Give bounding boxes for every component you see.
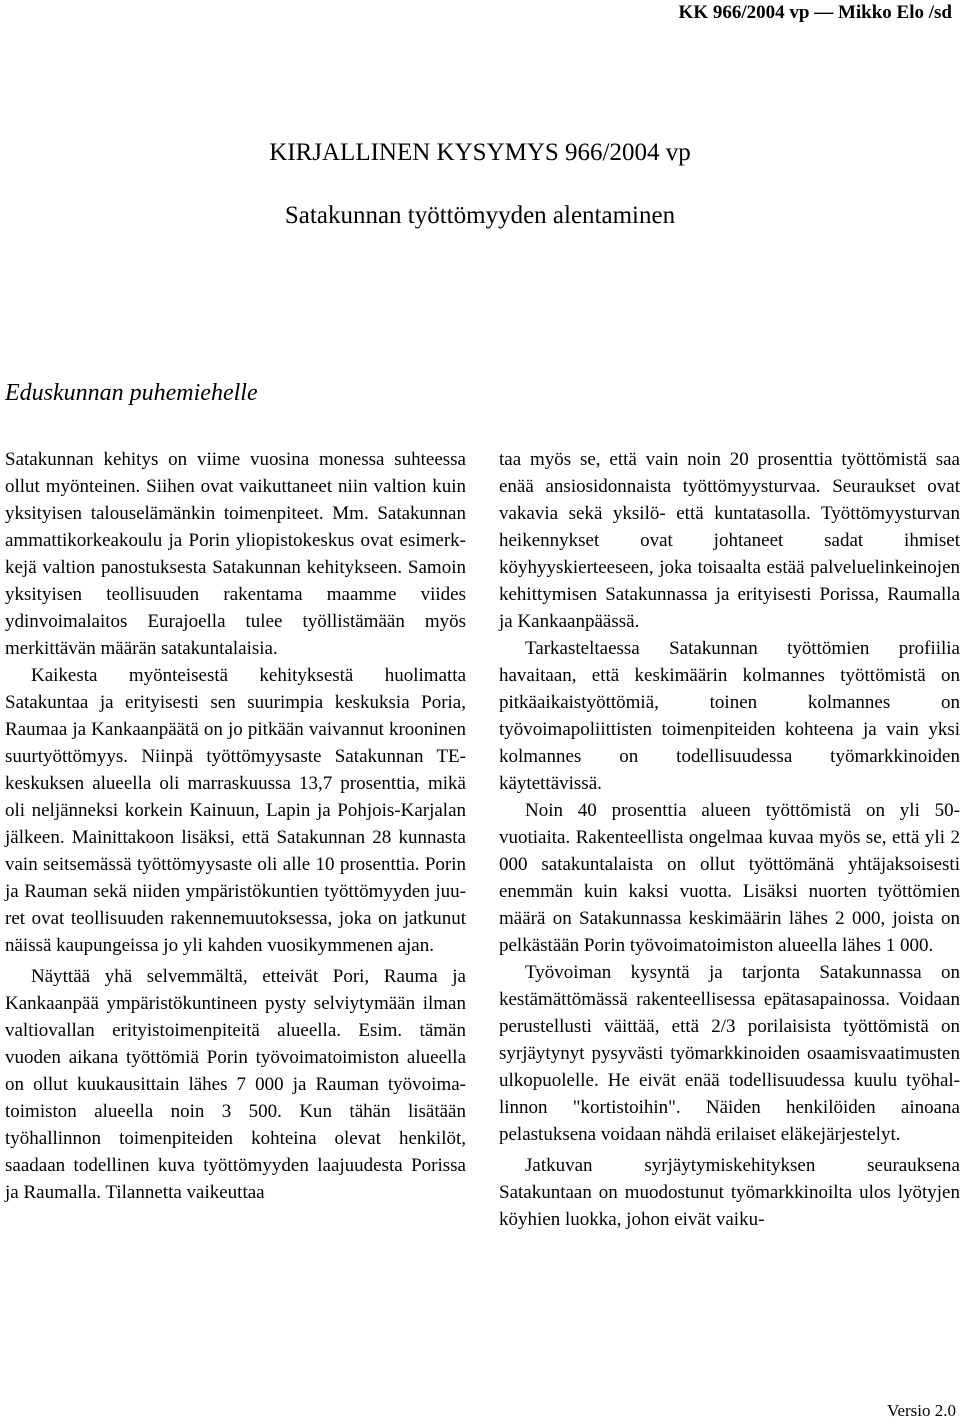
paragraph: Kaikesta myönteisestä kehityksestä huolimatta Satakuntaa ja erityisesti sen suurimpia keskuksia Poria, Raumaa ja Kankaanpäätä on jo pitkään vaivannut krooninen suurtyöttömyys. Niinpä työttömyysaste Satakunnan TE-keskuksen alueella oli marraskuussa 13,7 prosenttia, mikä oli neljänneksi korkein Kainuun, Lapin ja Pohjois-Karjalan jälkeen. Mainittakoon lisäksi, että Satakunnan 28 kunnasta vain seitsemässä työttömyysaste oli alle 10 prosenttia. Porin ja Rauman sekä niiden ympäristökuntien työttömyyden juuret ovat teollisuuden rakennemuutoksessa, joka on jatkunut näissä kaupungeissa jo yli kahden vuosikymmenen ajan.	[5, 665, 466, 956]
addressee-heading: Eduskunnan puhemiehelle	[5, 380, 258, 406]
version-label: Versio 2.0	[887, 1401, 956, 1420]
right-text-column	[499, 446, 960, 1233]
paragraph: taa myös se, että vain noin 20 prosenttia työttömistä saa enää ansiosidonnaista työttömyysturvaa. Seuraukset ovat vakavia sekä yksilö- että kuntatasolla. Työttömyysturvan heikennykset ovat johtaneet sadat ihmiset köyhyyskierteeseen, joka toisaalta estää palveluelinkeinojen kehittymisen Satakunnassa ja erityisesti Porissa, Raumalla ja Kankaanpäässä.	[499, 449, 960, 632]
document-title: KIRJALLINEN KYSYMYS 966/2004 vp	[269, 139, 691, 166]
paragraph: Tarkasteltaessa Satakunnan työttömien profiilia havaitaan, että keskimäärin kolmannes työttömistä on pitkäaikaistyöttömiä, toinen kolmannes on työvoimapoliittisten toimenpiteiden kohteena ja vain yksi kolmannes on todellisuudessa työmarkkinoiden käytettävissä.	[499, 638, 960, 794]
paragraph: Jatkuvan syrjäytymiskehityksen seurauksena Satakuntaan on muodostunut työmarkkinoilta ulos lyötyjen köyhien luokka, johon eivät vaiku-	[499, 1155, 960, 1230]
paragraph: Satakunnan kehitys on viime vuosina monessa suhteessa ollut myönteinen. Siihen ovat vaikuttaneet niin valtion kuin yksityisen talouselämänkin toimenpiteet. Mm. Satakunnan ammattikorkeakoulu ja Porin yliopistokeskus ovat esimerkkejä valtion panostuksesta Satakunnan kehitykseen. Samoin yksityisen teollisuuden rakentama maamme viides ydinvoimalaitos Eurajoella tulee työllistämään myös merkittävän määrän satakuntalaisia.	[5, 449, 466, 659]
paragraph: Näyttää yhä selvemmältä, etteivät Pori, Rauma ja Kankaanpää ympäristökuntineen pysty selviytymään ilman valtiovallan erityistoimenpiteitä alueella. Esim. tämän vuoden aikana työttömiä Porin työvoimatoimiston alueella on ollut kuukausittain lähes 7 000 ja Rauman työvoimatoimiston alueella noin 3 500. Kun tähän lisätään työhallinnon toimenpiteiden kohteina olevat henkilöt, saadaan todellinen kuva työttömyyden laajuudesta Porissa ja Raumalla. Tilannetta vaikeuttaa	[5, 966, 466, 1203]
document-reference: KK 966/2004 vp — Mikko Elo /sd	[678, 2, 952, 23]
paragraph: Työvoiman kysyntä ja tarjonta Satakunnassa on kestämättömässä rakenteellisessa epätasapainossa. Voidaan perustellusti väittää, että 2/3 porilaisista työttömistä on syrjäytynyt pysyvästi työmarkkinoiden osaamisvaatimusten ulkopuolelle. He eivät enää todellisuudessa kuulu työhallinnon "kortistoihin". Näiden henkilöiden ainoana pelastuksena voidaan nähdä erilaiset eläkejärjestelyt.	[499, 962, 960, 1145]
paragraph: Noin 40 prosenttia alueen työttömistä on yli 50-vuotiaita. Rakenteellista ongelmaa kuvaa myös se, että yli 2 000 satakuntalaista on ollut työttömänä yhtäjaksoisesti enemmän kuin kaksi vuotta. Lisäksi nuorten työttömien määrä on Satakunnassa keskimäärin lähes 2 000, joista on pelkästään Porin työvoimatoimiston alueella lähes 1 000.	[499, 800, 960, 956]
document-subtitle: Satakunnan työttömyyden alentaminen	[284, 202, 676, 229]
left-text-column	[5, 446, 466, 1206]
